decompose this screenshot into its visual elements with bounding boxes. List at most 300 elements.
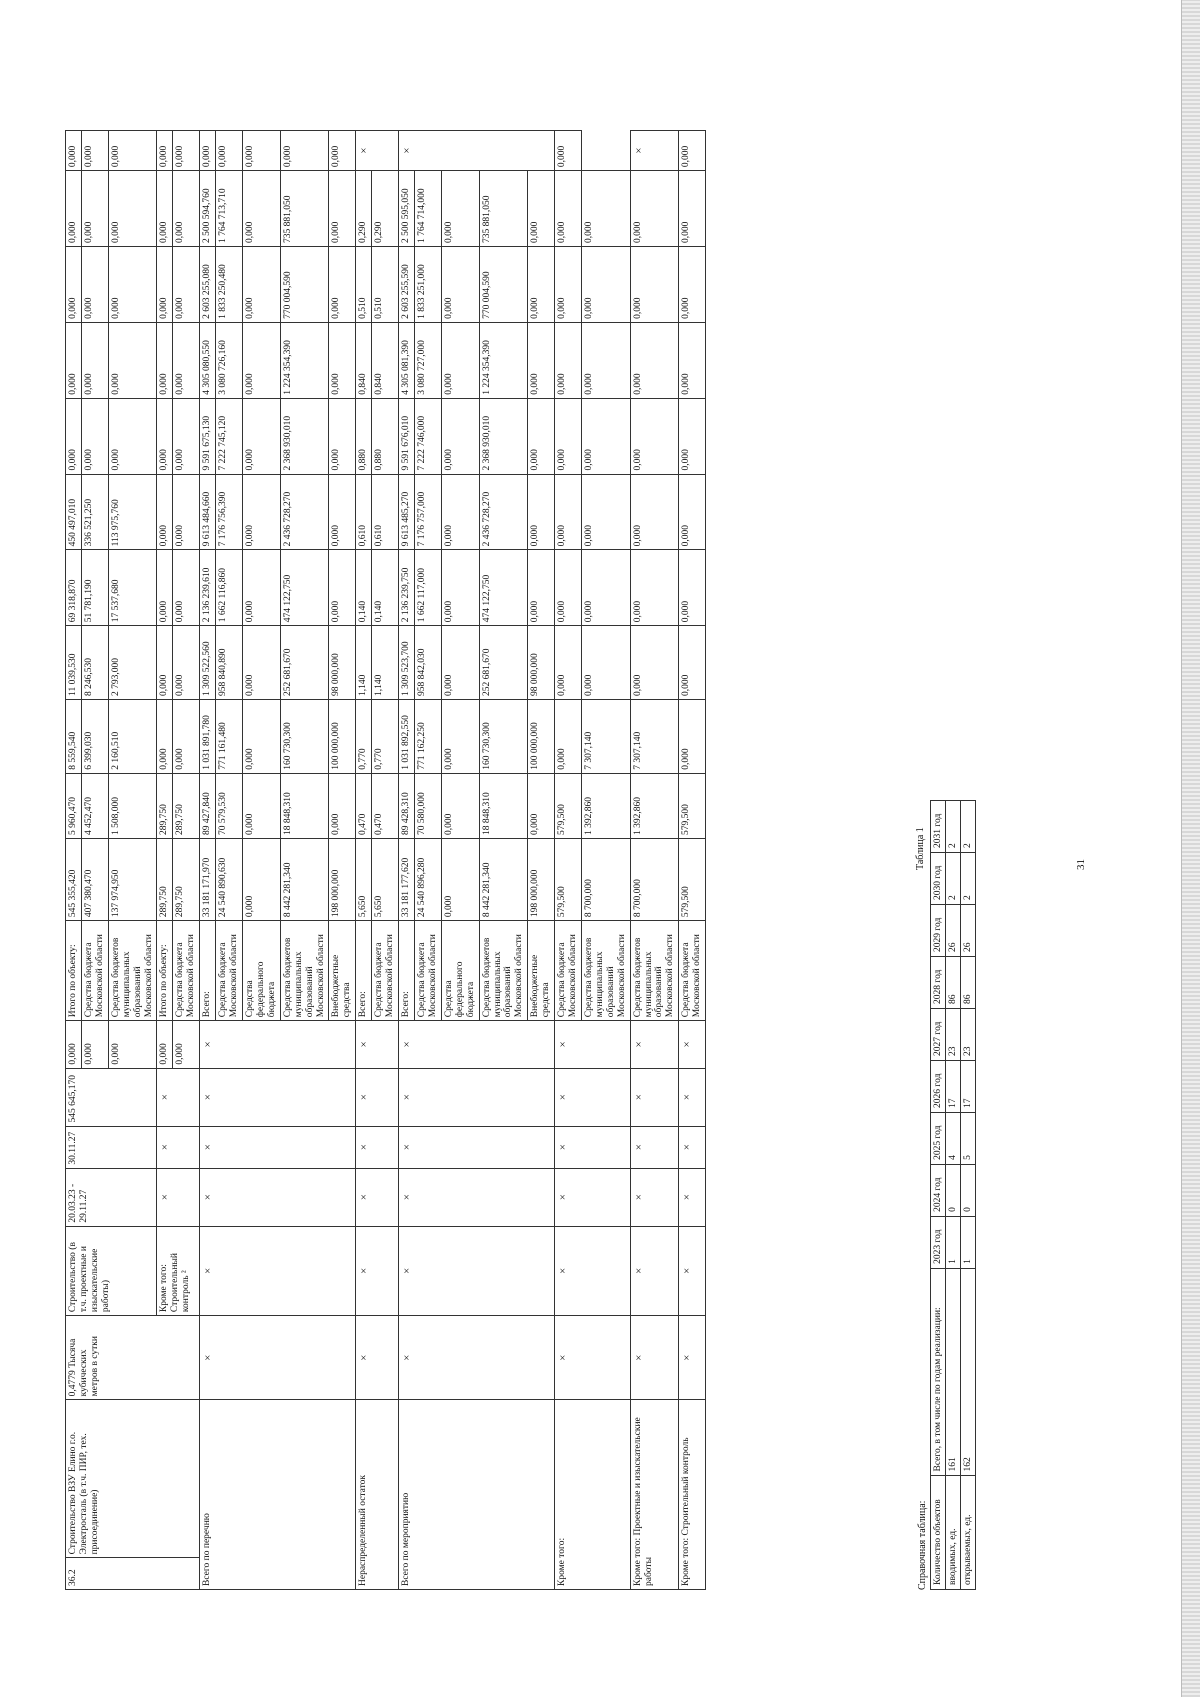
amount-cell: 18 848,310 <box>479 773 528 838</box>
table-cell: 86 <box>946 956 961 1008</box>
amount-cell: 7 307,140 <box>630 699 679 773</box>
funding-source: Средства федерального бюджета <box>242 921 280 1021</box>
funding-source: Средства бюджетов муниципальных образований Московской области <box>479 921 528 1021</box>
amount-cell: 0,000 <box>108 398 157 474</box>
reference-note: Справочная таблица: <box>917 1500 928 1590</box>
column-header: 2031 год <box>931 801 946 853</box>
amount-cell: 2 603 255,590 <box>399 247 415 323</box>
amount-cell: 8 246,530 <box>81 626 108 700</box>
amount-cell: 0,000 <box>679 699 706 773</box>
amount-cell: 0,000 <box>242 773 280 838</box>
column-header: 2030 год <box>931 853 946 905</box>
amount-cell: 0,470 <box>372 773 399 838</box>
table-cell: 2 <box>961 801 976 853</box>
table-cell: 17 <box>946 1060 961 1112</box>
amount-cell: 2 160,510 <box>108 699 157 773</box>
amount-cell: 0,000 <box>555 626 582 700</box>
cross-mark: × <box>356 1068 399 1126</box>
section-label: Всего по мероприятию <box>399 1400 555 1590</box>
amount-cell: 1 662 117,000 <box>414 550 441 626</box>
amount-cell: 0,000 <box>173 171 200 247</box>
amount-cell: 0,000 <box>555 699 582 773</box>
amount-cell: 1,140 <box>356 626 372 700</box>
amount-cell: 0,000 <box>581 474 630 550</box>
section-label: Нераспределенный остаток <box>356 1400 399 1590</box>
cross-mark: × <box>200 1021 356 1068</box>
amount-cell: 0,000 <box>280 131 329 171</box>
amount-cell: 1 031 892,550 <box>399 699 415 773</box>
amount-cell: 0,840 <box>356 322 372 398</box>
amount-cell: 0,000 <box>555 550 582 626</box>
cross-mark: × <box>679 1126 706 1168</box>
amount-cell: 1 833 251,000 <box>414 247 441 323</box>
table-cell: 2 <box>961 853 976 905</box>
amount-cell: 735 881,050 <box>479 171 528 247</box>
funding-source: Средства бюджетов муниципальных образований Московской области <box>630 921 679 1021</box>
amount-cell: 9 613 484,660 <box>200 474 216 550</box>
amount-cell: 0,000 <box>157 550 173 626</box>
cross-mark: × <box>630 131 679 171</box>
amount-cell: 2 368 930,010 <box>280 398 329 474</box>
amount-cell: 1 833 250,480 <box>216 247 243 323</box>
cross-mark: × <box>200 1316 356 1400</box>
open-date: 30.11.27 <box>66 1126 157 1168</box>
amount-cell: 0,290 <box>372 171 399 247</box>
amount-cell: 0,140 <box>356 550 372 626</box>
amount-cell: 198 000,000 <box>528 839 555 921</box>
amount-cell: 0,610 <box>372 474 399 550</box>
amount-cell: 0,000 <box>157 322 173 398</box>
table-header-row <box>931 801 946 1590</box>
amount-cell: 0,000 <box>581 550 630 626</box>
table-row <box>679 131 706 1590</box>
amount-cell: 0,470 <box>356 773 372 838</box>
amount-cell: 100 000,000 <box>329 699 356 773</box>
amount-cell: 69 318,870 <box>66 550 82 626</box>
amount-cell: 8 559,540 <box>66 699 82 773</box>
cross-mark: × <box>356 131 399 171</box>
amount-cell: 0,000 <box>81 322 108 398</box>
funding-source: Средства бюджетов муниципальных образований Московской области <box>581 921 630 1021</box>
amount-cell: 0,000 <box>679 474 706 550</box>
amount-cell: 289,750 <box>173 773 200 838</box>
cross-mark: × <box>679 1021 706 1068</box>
amount-cell: 0,000 <box>441 550 479 626</box>
amount-cell: 0,000 <box>81 131 108 171</box>
amount-cell: 0,000 <box>108 247 157 323</box>
amount-cell: 336 521,250 <box>81 474 108 550</box>
amount-cell: 0,000 <box>555 131 582 171</box>
amount-cell: 1 224 354,390 <box>280 322 329 398</box>
amount-cell: 0,770 <box>372 699 399 773</box>
amount-cell: 0,000 <box>528 171 555 247</box>
column-header: 2027 год <box>931 1008 946 1060</box>
amount-cell: 770 004,590 <box>479 247 528 323</box>
amount-cell: 0,290 <box>356 171 372 247</box>
amount-cell: 0,000 <box>555 247 582 323</box>
amount-cell: 0,510 <box>356 247 372 323</box>
amount-cell: 1 662 116,860 <box>216 550 243 626</box>
amount-cell: 0,000 <box>108 322 157 398</box>
amount-cell: 137 974,950 <box>108 839 157 921</box>
table-cell: 0 <box>946 1164 961 1216</box>
amount-cell: 8 442 281,340 <box>479 839 528 921</box>
amount-cell: 0,000 <box>157 699 173 773</box>
amount-cell: 4 305 081,390 <box>399 322 415 398</box>
amount-cell: 6 399,030 <box>81 699 108 773</box>
table-cell: 17 <box>961 1060 976 1112</box>
amount-cell: 0,000 <box>157 171 173 247</box>
amount-cell: 0,000 <box>157 474 173 550</box>
amount-cell: 9 591 676,010 <box>399 398 415 474</box>
amount-cell: 289,750 <box>157 773 173 838</box>
amount-cell: 0,000 <box>679 131 706 171</box>
amount-cell: 0,000 <box>242 550 280 626</box>
amount-cell: 0,000 <box>329 550 356 626</box>
amount-cell: 0,000 <box>441 839 479 921</box>
amount-cell: 958 840,890 <box>216 626 243 700</box>
financed-value: 0,000 <box>157 1021 173 1068</box>
amount-cell: 0,000 <box>555 322 582 398</box>
amount-cell: 0,000 <box>157 398 173 474</box>
amount-cell: 0,000 <box>528 773 555 838</box>
table-row <box>356 131 372 1590</box>
table-cell: вводимых, ед. <box>946 1476 961 1590</box>
section-label: Всего по перечню <box>200 1400 356 1590</box>
table-cell: 23 <box>961 1008 976 1060</box>
budget-table <box>65 130 706 1590</box>
amount-cell: 1 309 522,560 <box>200 626 216 700</box>
cross-mark: × <box>200 1168 356 1226</box>
funding-source: Средства бюджета Московской области <box>679 921 706 1021</box>
row-number: 36.2 <box>66 1558 200 1590</box>
amount-cell: 0,880 <box>372 398 399 474</box>
cross-mark: × <box>630 1021 679 1068</box>
amount-cell: 0,000 <box>242 398 280 474</box>
amount-cell: 2 500 595,050 <box>399 171 415 247</box>
cross-mark: × <box>555 1316 631 1400</box>
amount-cell: 0,000 <box>679 247 706 323</box>
funding-source: Всего: <box>200 921 216 1021</box>
cross-mark: × <box>630 1316 679 1400</box>
amount-cell: 0,000 <box>441 398 479 474</box>
cross-mark: × <box>200 1126 356 1168</box>
amount-cell: 450 497,010 <box>66 474 82 550</box>
amount-cell: 198 000,000 <box>329 839 356 921</box>
amount-cell: 958 842,030 <box>414 626 441 700</box>
amount-cell: 0,840 <box>372 322 399 398</box>
amount-cell: 2 500 594,760 <box>200 171 216 247</box>
funding-source: Средства федерального бюджета <box>441 921 479 1021</box>
cross-mark: × <box>555 1226 631 1316</box>
financed-value: 0,000 <box>81 1021 108 1068</box>
amount-cell: 0,000 <box>329 171 356 247</box>
amount-cell: 0,000 <box>528 398 555 474</box>
funding-source: Средства бюджета Московской области <box>81 921 108 1021</box>
amount-cell: 545 355,420 <box>66 839 82 921</box>
table-cell: 1 <box>946 1216 961 1268</box>
amount-cell: 0,000 <box>555 474 582 550</box>
amount-cell: 0,000 <box>630 474 679 550</box>
amount-cell: 1 224 354,390 <box>479 322 528 398</box>
amount-cell: 0,000 <box>528 247 555 323</box>
table-cell: 162 <box>961 1268 976 1476</box>
column-header: Количество объектов <box>931 1476 946 1590</box>
cross-mark: × <box>200 1226 356 1316</box>
amount-cell: 2 136 239,750 <box>399 550 415 626</box>
amount-cell: 0,000 <box>581 322 630 398</box>
cross-mark: × <box>399 1068 555 1126</box>
amount-cell: 0,000 <box>66 247 82 323</box>
amount-cell: 24 540 890,630 <box>216 839 243 921</box>
page-number: 31 <box>1075 859 1087 870</box>
amount-cell: 4 452,470 <box>81 773 108 838</box>
object-capacity: 0,4779 Тысяча кубических метров в сутки <box>66 1316 200 1400</box>
table-cell: открываемых, ед. <box>961 1476 976 1590</box>
amount-cell: 0,000 <box>630 550 679 626</box>
amount-cell: 0,770 <box>356 699 372 773</box>
amount-cell: 2 603 255,080 <box>200 247 216 323</box>
amount-cell: 98 000,000 <box>329 626 356 700</box>
cross-mark: × <box>356 1226 399 1316</box>
amount-cell: 89 428,310 <box>399 773 415 838</box>
amount-cell: 407 380,470 <box>81 839 108 921</box>
amount-cell: 51 781,190 <box>81 550 108 626</box>
funding-source: Итого по объекту: <box>66 921 82 1021</box>
amount-cell: 1 764 713,710 <box>216 171 243 247</box>
column-header: 2023 год <box>931 1216 946 1268</box>
amount-cell: 160 730,300 <box>280 699 329 773</box>
table-cell: 1 <box>961 1216 976 1268</box>
table-cell: 0 <box>961 1164 976 1216</box>
amount-cell: 0,000 <box>173 131 200 171</box>
cross-mark: × <box>356 1021 399 1068</box>
cross-mark: × <box>356 1316 399 1400</box>
funding-source: Средства бюджета Московской области <box>173 921 200 1021</box>
amount-cell: 289,750 <box>173 839 200 921</box>
table-row <box>961 801 976 1590</box>
amount-cell: 0,000 <box>173 322 200 398</box>
amount-cell: 8 442 281,340 <box>280 839 329 921</box>
funding-source: Средства бюджета Московской области <box>216 921 243 1021</box>
limit-value: 545 645,170 <box>66 1068 157 1126</box>
amount-cell: 0,000 <box>66 131 82 171</box>
funding-source: Всего: <box>399 921 415 1021</box>
table-cell: 2 <box>946 853 961 905</box>
cross-mark: × <box>630 1226 679 1316</box>
table-cell: 5 <box>961 1112 976 1164</box>
amount-cell: 0,000 <box>581 171 630 247</box>
amount-cell: 7 307,140 <box>581 699 630 773</box>
amount-cell: 579,500 <box>555 773 582 838</box>
column-header: 2025 год <box>931 1112 946 1164</box>
amount-cell: 0,140 <box>372 550 399 626</box>
amount-cell: 0,000 <box>329 474 356 550</box>
amount-cell: 252 681,670 <box>280 626 329 700</box>
amount-cell: 70 579,530 <box>216 773 243 838</box>
table1-label: Таблица 1 <box>915 827 926 870</box>
amount-cell: 11 039,530 <box>66 626 82 700</box>
cross-mark: × <box>399 131 555 171</box>
amount-cell: 771 162,250 <box>414 699 441 773</box>
cross-mark: × <box>679 1316 706 1400</box>
column-header: Всего, в том числе по годам реализации: <box>931 1268 946 1476</box>
amount-cell: 0,000 <box>242 247 280 323</box>
amount-cell: 5,650 <box>356 839 372 921</box>
cross-mark: × <box>630 1068 679 1126</box>
amount-cell: 0,510 <box>372 247 399 323</box>
amount-cell: 0,000 <box>81 398 108 474</box>
amount-cell: 0,000 <box>242 474 280 550</box>
amount-cell: 1 031 891,780 <box>200 699 216 773</box>
amount-cell: 0,000 <box>66 171 82 247</box>
amount-cell: 0,000 <box>581 398 630 474</box>
table-cell: 26 <box>946 905 961 957</box>
scan-edge <box>1181 0 1200 1697</box>
cross-mark: × <box>679 1226 706 1316</box>
amount-cell: 771 161,480 <box>216 699 243 773</box>
amount-cell: 100 000,000 <box>528 699 555 773</box>
amount-cell: 0,000 <box>66 398 82 474</box>
table-cell: 161 <box>946 1268 961 1476</box>
funding-source: Средства бюджетов муниципальных образований Московской области <box>280 921 329 1021</box>
cross-mark: × <box>555 1068 631 1126</box>
amount-cell: 0,000 <box>630 247 679 323</box>
amount-cell: 0,000 <box>242 322 280 398</box>
cross-mark: × <box>157 1168 200 1226</box>
amount-cell: 289,750 <box>157 839 173 921</box>
amount-cell: 0,000 <box>173 626 200 700</box>
amount-cell: 7 176 757,000 <box>414 474 441 550</box>
amount-cell: 0,880 <box>356 398 372 474</box>
amount-cell: 0,000 <box>329 247 356 323</box>
amount-cell: 0,000 <box>173 247 200 323</box>
cross-mark: × <box>555 1021 631 1068</box>
amount-cell: 24 540 896,280 <box>414 839 441 921</box>
amount-cell: 0,000 <box>630 322 679 398</box>
amount-cell: 7 222 746,000 <box>414 398 441 474</box>
amount-cell: 18 848,310 <box>280 773 329 838</box>
cross-mark: × <box>399 1316 555 1400</box>
amount-cell: 1 764 714,000 <box>414 171 441 247</box>
amount-cell: 579,500 <box>679 839 706 921</box>
amount-cell: 0,000 <box>329 398 356 474</box>
amount-cell: 0,000 <box>157 247 173 323</box>
cross-mark: × <box>630 1126 679 1168</box>
rotated-page <box>45 70 1125 1630</box>
financed-value: 0,000 <box>108 1021 157 1068</box>
amount-cell: 7 176 756,390 <box>216 474 243 550</box>
amount-cell: 8 700,000 <box>630 839 679 921</box>
amount-cell: 0,000 <box>329 131 356 171</box>
amount-cell: 0,000 <box>157 131 173 171</box>
amount-cell: 0,000 <box>441 322 479 398</box>
amount-cell: 0,000 <box>173 474 200 550</box>
amount-cell: 0,000 <box>679 550 706 626</box>
amount-cell: 0,000 <box>242 131 280 171</box>
amount-cell: 3 080 727,000 <box>414 322 441 398</box>
table-cell: 23 <box>946 1008 961 1060</box>
amount-cell: 0,000 <box>441 474 479 550</box>
cross-mark: × <box>356 1168 399 1226</box>
amount-cell: 2 793,000 <box>108 626 157 700</box>
amount-cell: 98 000,000 <box>528 626 555 700</box>
amount-cell: 5,650 <box>372 839 399 921</box>
table-row <box>66 131 82 1590</box>
section-label: Кроме того: Строительный контроль <box>679 1400 706 1590</box>
table-cell: 26 <box>961 905 976 957</box>
amount-cell: 0,000 <box>555 171 582 247</box>
work-dates: 20.03.23 - 29.11.27 <box>66 1168 157 1226</box>
amount-cell: 579,500 <box>679 773 706 838</box>
amount-cell: 33 181 177,620 <box>399 839 415 921</box>
table-row <box>200 131 216 1590</box>
amount-cell: 4 305 080,550 <box>200 322 216 398</box>
amount-cell: 0,000 <box>528 322 555 398</box>
cross-mark: × <box>200 1068 356 1126</box>
amount-cell: 1,140 <box>372 626 399 700</box>
cross-mark: × <box>679 1068 706 1126</box>
table-row <box>555 131 582 1590</box>
amount-cell: 579,500 <box>555 839 582 921</box>
cross-mark: × <box>356 1126 399 1168</box>
column-header: 2024 год <box>931 1164 946 1216</box>
cross-mark: × <box>399 1126 555 1168</box>
amount-cell: 0,000 <box>81 247 108 323</box>
amount-cell: 0,000 <box>441 626 479 700</box>
cross-mark: × <box>679 1168 706 1226</box>
amount-cell: 0,000 <box>66 322 82 398</box>
amount-cell: 0,000 <box>242 839 280 921</box>
column-header: 2028 год <box>931 956 946 1008</box>
amount-cell: 3 080 726,160 <box>216 322 243 398</box>
amount-cell: 0,000 <box>157 626 173 700</box>
amount-cell: 0,000 <box>242 699 280 773</box>
amount-cell: 0,000 <box>441 247 479 323</box>
amount-cell: 8 700,000 <box>581 839 630 921</box>
amount-cell: 1 508,000 <box>108 773 157 838</box>
amount-cell: 0,000 <box>216 131 243 171</box>
amount-cell: 0,610 <box>356 474 372 550</box>
amount-cell: 0,000 <box>173 398 200 474</box>
amount-cell: 0,000 <box>173 699 200 773</box>
amount-cell: 9 613 485,270 <box>399 474 415 550</box>
amount-cell: 0,000 <box>679 398 706 474</box>
amount-cell: 0,000 <box>441 773 479 838</box>
cross-mark: × <box>555 1126 631 1168</box>
column-header: 2029 год <box>931 905 946 957</box>
work-type: Строительство (в т.ч. проектные и изыскательские работы) <box>66 1226 157 1316</box>
table-row <box>399 131 415 1590</box>
amount-cell: 0,000 <box>679 626 706 700</box>
amount-cell: 474 122,750 <box>479 550 528 626</box>
amount-cell: 770 004,590 <box>280 247 329 323</box>
amount-cell: 0,000 <box>81 171 108 247</box>
amount-cell: 0,000 <box>108 171 157 247</box>
amount-cell: 160 730,300 <box>479 699 528 773</box>
table-cell: 86 <box>961 956 976 1008</box>
funding-source: Всего: <box>356 921 372 1021</box>
cross-mark: × <box>399 1226 555 1316</box>
amount-cell: 0,000 <box>329 773 356 838</box>
funding-source: Средства бюджетов муниципальных образований Московской области <box>108 921 157 1021</box>
section-label: Кроме того: <box>555 1400 631 1590</box>
amount-cell: 7 222 745,120 <box>216 398 243 474</box>
amount-cell: 0,000 <box>630 171 679 247</box>
funding-source: Итого по объекту: <box>157 921 173 1021</box>
amount-cell: 0,000 <box>242 171 280 247</box>
amount-cell: 0,000 <box>581 247 630 323</box>
